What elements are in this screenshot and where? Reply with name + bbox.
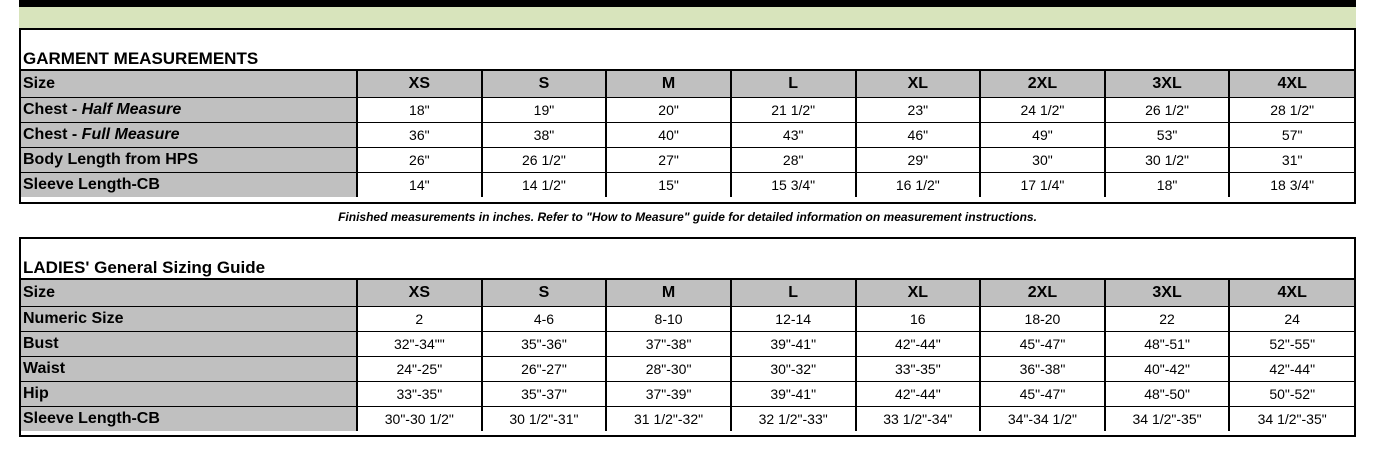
measurement-cell: 26 1/2" (482, 147, 607, 172)
row-label: Bust (21, 331, 357, 356)
sizing-cell: 35"-37" (482, 381, 607, 406)
measurement-cell: 53" (1105, 122, 1230, 147)
measurement-cell: 36" (357, 122, 482, 147)
sizing-cell: 30 1/2"-31" (482, 406, 607, 431)
measurement-row (21, 147, 1354, 172)
sizing-cell: 34 1/2"-35" (1105, 406, 1230, 431)
sizing-cell: 32 1/2"-33" (731, 406, 856, 431)
row-label (21, 122, 357, 147)
sizing-cell: 52"-55" (1229, 331, 1354, 356)
ladies-title-rest: ' General Sizing Guide (85, 258, 266, 277)
sizing-cell: 34"-34 1/2" (980, 406, 1105, 431)
sizing-cell: 26"-27" (482, 356, 607, 381)
measurement-cell: 14 1/2" (482, 172, 607, 197)
measurement-cell: 38" (482, 122, 607, 147)
sizing-cell: 34 1/2"-35" (1229, 406, 1354, 431)
measurement-note: Finished measurements in inches. Refer to "How to Measure" guide for detailed information on measurement instructions. (338, 210, 1037, 224)
size-header-cell: L (731, 280, 856, 306)
measurement-cell: 29" (856, 147, 981, 172)
ladies-sizing-table (21, 280, 1354, 431)
row-label: Waist (21, 356, 357, 381)
measurement-cell: 28 1/2" (1229, 97, 1354, 122)
sizing-cell: 2 (357, 306, 482, 331)
sizing-cell: 45"-47" (980, 381, 1105, 406)
row-label-main: Chest - (23, 125, 82, 143)
measurement-cell: 17 1/4" (980, 172, 1105, 197)
measurement-cell: 26 1/2" (1105, 97, 1230, 122)
sizing-cell: 16 (856, 306, 981, 331)
sizing-cell: 8-10 (606, 306, 731, 331)
sizing-cell: 4-6 (482, 306, 607, 331)
sizing-cell: 30"-32" (731, 356, 856, 381)
sizing-cell: 35"-36" (482, 331, 607, 356)
size-header-cell: XL (856, 71, 981, 97)
row-label: Numeric Size (21, 306, 357, 331)
row-label: Sleeve Length-CB (21, 406, 357, 431)
measurement-cell: 46" (856, 122, 981, 147)
measurement-cell: 40" (606, 122, 731, 147)
row-label (21, 97, 357, 122)
measurement-cell: 15 3/4" (731, 172, 856, 197)
measurement-cell: 18 3/4" (1229, 172, 1354, 197)
row-label (21, 172, 357, 197)
size-header-label: Size (21, 71, 357, 97)
sizing-cell: 31 1/2"-32" (606, 406, 731, 431)
sizing-cell: 12-14 (731, 306, 856, 331)
size-header-cell: S (482, 71, 607, 97)
size-header-cell: 4XL (1229, 71, 1354, 97)
measurement-cell: 14" (357, 172, 482, 197)
row-label: Hip (21, 381, 357, 406)
measurement-row (21, 97, 1354, 122)
garment-measurements-table (21, 71, 1354, 197)
sizing-row (21, 306, 1354, 331)
measurement-cell: 18" (1105, 172, 1230, 197)
measurement-cell: 28" (731, 147, 856, 172)
sizing-cell: 48"-51" (1105, 331, 1230, 356)
measurement-cell: 21 1/2" (731, 97, 856, 122)
top-green-band (19, 7, 1356, 28)
sizing-cell: 28"-30" (606, 356, 731, 381)
sizing-row (21, 381, 1354, 406)
measurement-cell: 30" (980, 147, 1105, 172)
measurement-cell: 23" (856, 97, 981, 122)
measurement-cell: 30 1/2" (1105, 147, 1230, 172)
measurement-cell: 26" (357, 147, 482, 172)
ladies-sizing-section (19, 237, 1356, 437)
measurement-cell: 19" (482, 97, 607, 122)
size-header-row (21, 71, 1354, 97)
size-header-cell: 2XL (980, 280, 1105, 306)
sizing-cell: 37"-39" (606, 381, 731, 406)
row-label-main: Sleeve Length-CB (23, 175, 160, 193)
size-header-label: Size (21, 280, 357, 306)
size-header-cell: XS (357, 71, 482, 97)
garment-measurements-section (19, 28, 1356, 204)
measurement-row (21, 172, 1354, 197)
sizing-row (21, 356, 1354, 381)
size-header-cell: 4XL (1229, 280, 1354, 306)
size-header-cell: M (606, 280, 731, 306)
size-header-cell: 2XL (980, 71, 1105, 97)
sizing-cell: 33"-35" (357, 381, 482, 406)
sizing-cell: 42"-44" (856, 331, 981, 356)
top-black-bar (19, 0, 1356, 7)
sizing-cell: 39"-41" (731, 331, 856, 356)
measurement-row (21, 122, 1354, 147)
size-header-cell: 3XL (1105, 280, 1230, 306)
size-header-cell: 3XL (1105, 71, 1230, 97)
sizing-cell: 37"-38" (606, 331, 731, 356)
sizing-cell: 42"-44" (856, 381, 981, 406)
measurement-cell: 18" (357, 97, 482, 122)
row-label-main: Chest - (23, 100, 82, 118)
sizing-cell: 22 (1105, 306, 1230, 331)
sizing-cell: 33"-35" (856, 356, 981, 381)
sizing-cell: 50"-52" (1229, 381, 1354, 406)
row-label-em: Full Measure (81, 125, 180, 143)
sizing-cell: 39"-41" (731, 381, 856, 406)
measurement-cell: 20" (606, 97, 731, 122)
measurement-cell: 24 1/2" (980, 97, 1105, 122)
ladies-title-bold: LADIES (23, 258, 86, 277)
row-label-main: Body Length from HPS (23, 150, 199, 168)
measurement-cell: 15" (606, 172, 731, 197)
garment-measurements-title: GARMENT MEASUREMENTS (21, 30, 1354, 71)
sizing-cell: 36"-38" (980, 356, 1105, 381)
sizing-cell: 24 (1229, 306, 1354, 331)
size-header-cell: XS (357, 280, 482, 306)
size-header-cell: S (482, 280, 607, 306)
sizing-cell: 24"-25" (357, 356, 482, 381)
sizing-cell: 48"-50" (1105, 381, 1230, 406)
sizing-cell: 42"-44" (1229, 356, 1354, 381)
sizing-cell: 32"-34"" (357, 331, 482, 356)
row-label-em: Half Measure (81, 100, 182, 118)
measurement-cell: 27" (606, 147, 731, 172)
ladies-sizing-title (21, 239, 1354, 280)
sizing-cell: 33 1/2"-34" (856, 406, 981, 431)
sizing-row (21, 331, 1354, 356)
size-header-cell: M (606, 71, 731, 97)
sizing-cell: 40"-42" (1105, 356, 1230, 381)
sizing-cell: 30"-30 1/2" (357, 406, 482, 431)
measurement-cell: 43" (731, 122, 856, 147)
sizing-cell: 45"-47" (980, 331, 1105, 356)
measurement-cell: 49" (980, 122, 1105, 147)
sizing-row (21, 406, 1354, 431)
measurement-cell: 31" (1229, 147, 1354, 172)
row-label (21, 147, 357, 172)
sizing-cell: 18-20 (980, 306, 1105, 331)
size-header-row (21, 280, 1354, 306)
size-header-cell: L (731, 71, 856, 97)
size-header-cell: XL (856, 280, 981, 306)
measurement-cell: 16 1/2" (856, 172, 981, 197)
measurement-cell: 57" (1229, 122, 1354, 147)
